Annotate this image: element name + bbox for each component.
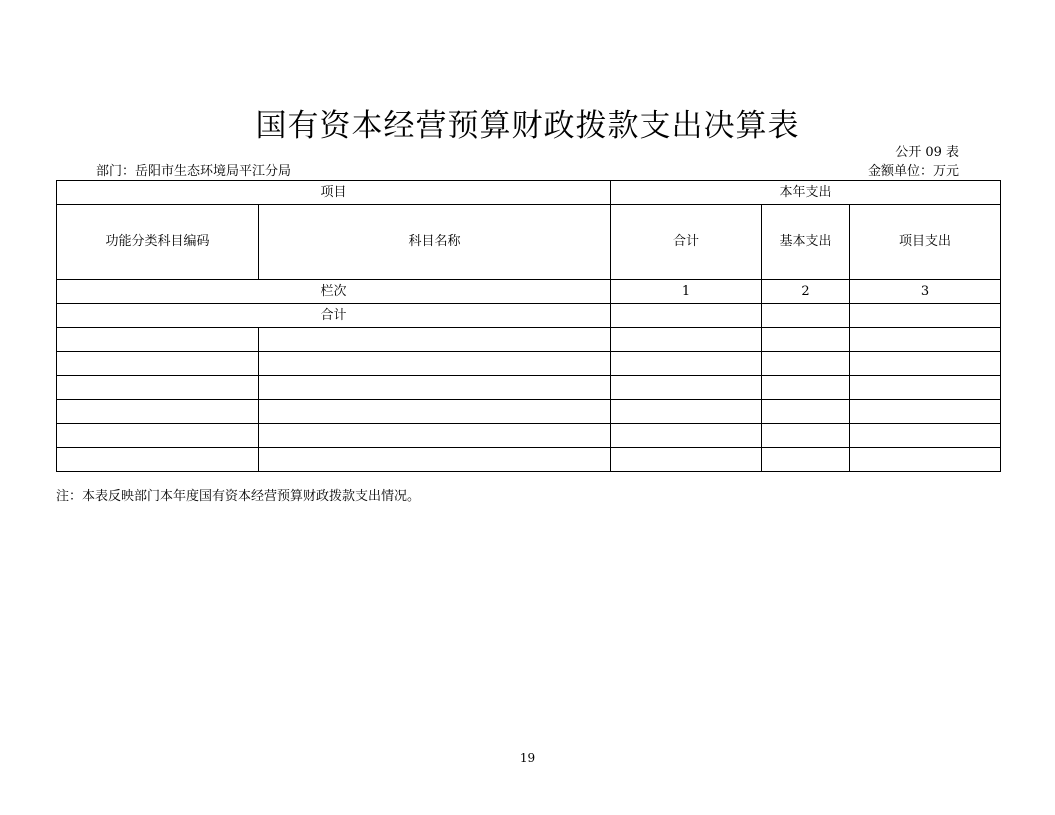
cell-code [57,352,259,376]
cell-total [611,376,762,400]
table-note: 注：本表反映部门本年度国有资本经营预算财政拨款支出情况。 [56,489,421,504]
cell-code [57,376,259,400]
cell-project [850,328,1001,352]
total-row-basic [762,304,850,328]
cell-project [850,424,1001,448]
header-subject-name: 科目名称 [259,205,611,280]
cell-code [57,424,259,448]
cell-total [611,448,762,472]
cell-name [259,328,611,352]
page-number: 19 [519,751,536,765]
total-row-project [850,304,1001,328]
amount-unit-label: 金额单位：万元 [867,164,959,179]
header-project: 项目 [57,181,611,205]
table-row [57,328,1001,352]
column-index-row [57,280,1001,304]
page-title: 国有资本经营预算财政拨款支出决算表 [255,108,800,144]
cell-basic [762,424,850,448]
column-index-2: 2 [762,280,850,304]
expense-table [56,180,1001,472]
column-index-label: 栏次 [57,280,611,304]
cell-code [57,328,259,352]
table-header-row [57,181,1001,205]
total-row-total [611,304,762,328]
cell-basic [762,376,850,400]
cell-name [259,448,611,472]
header-total: 合计 [611,205,762,280]
table-subheader-row [57,205,1001,280]
cell-name [259,424,611,448]
total-row-label: 合计 [57,304,611,328]
cell-code [57,400,259,424]
cell-project [850,448,1001,472]
header-current-year-expense: 本年支出 [611,181,1001,205]
form-number: 公开 09 表 [895,145,959,160]
cell-total [611,328,762,352]
total-row [57,304,1001,328]
column-index-1: 1 [611,280,762,304]
cell-total [611,352,762,376]
header-func-code: 功能分类科目编码 [57,205,259,280]
column-index-3: 3 [850,280,1001,304]
cell-basic [762,448,850,472]
cell-basic [762,400,850,424]
cell-name [259,376,611,400]
table-row [57,424,1001,448]
cell-total [611,400,762,424]
cell-project [850,352,1001,376]
department-label: 部门：岳阳市生态环境局平江分局 [96,164,292,179]
cell-total [611,424,762,448]
cell-basic [762,352,850,376]
cell-basic [762,328,850,352]
table-row [57,352,1001,376]
cell-project [850,376,1001,400]
table-row [57,448,1001,472]
cell-name [259,352,611,376]
header-project-expense: 项目支出 [850,205,1001,280]
cell-code [57,448,259,472]
cell-name [259,400,611,424]
header-basic-expense: 基本支出 [762,205,850,280]
table-row [57,400,1001,424]
table-row [57,376,1001,400]
cell-project [850,400,1001,424]
